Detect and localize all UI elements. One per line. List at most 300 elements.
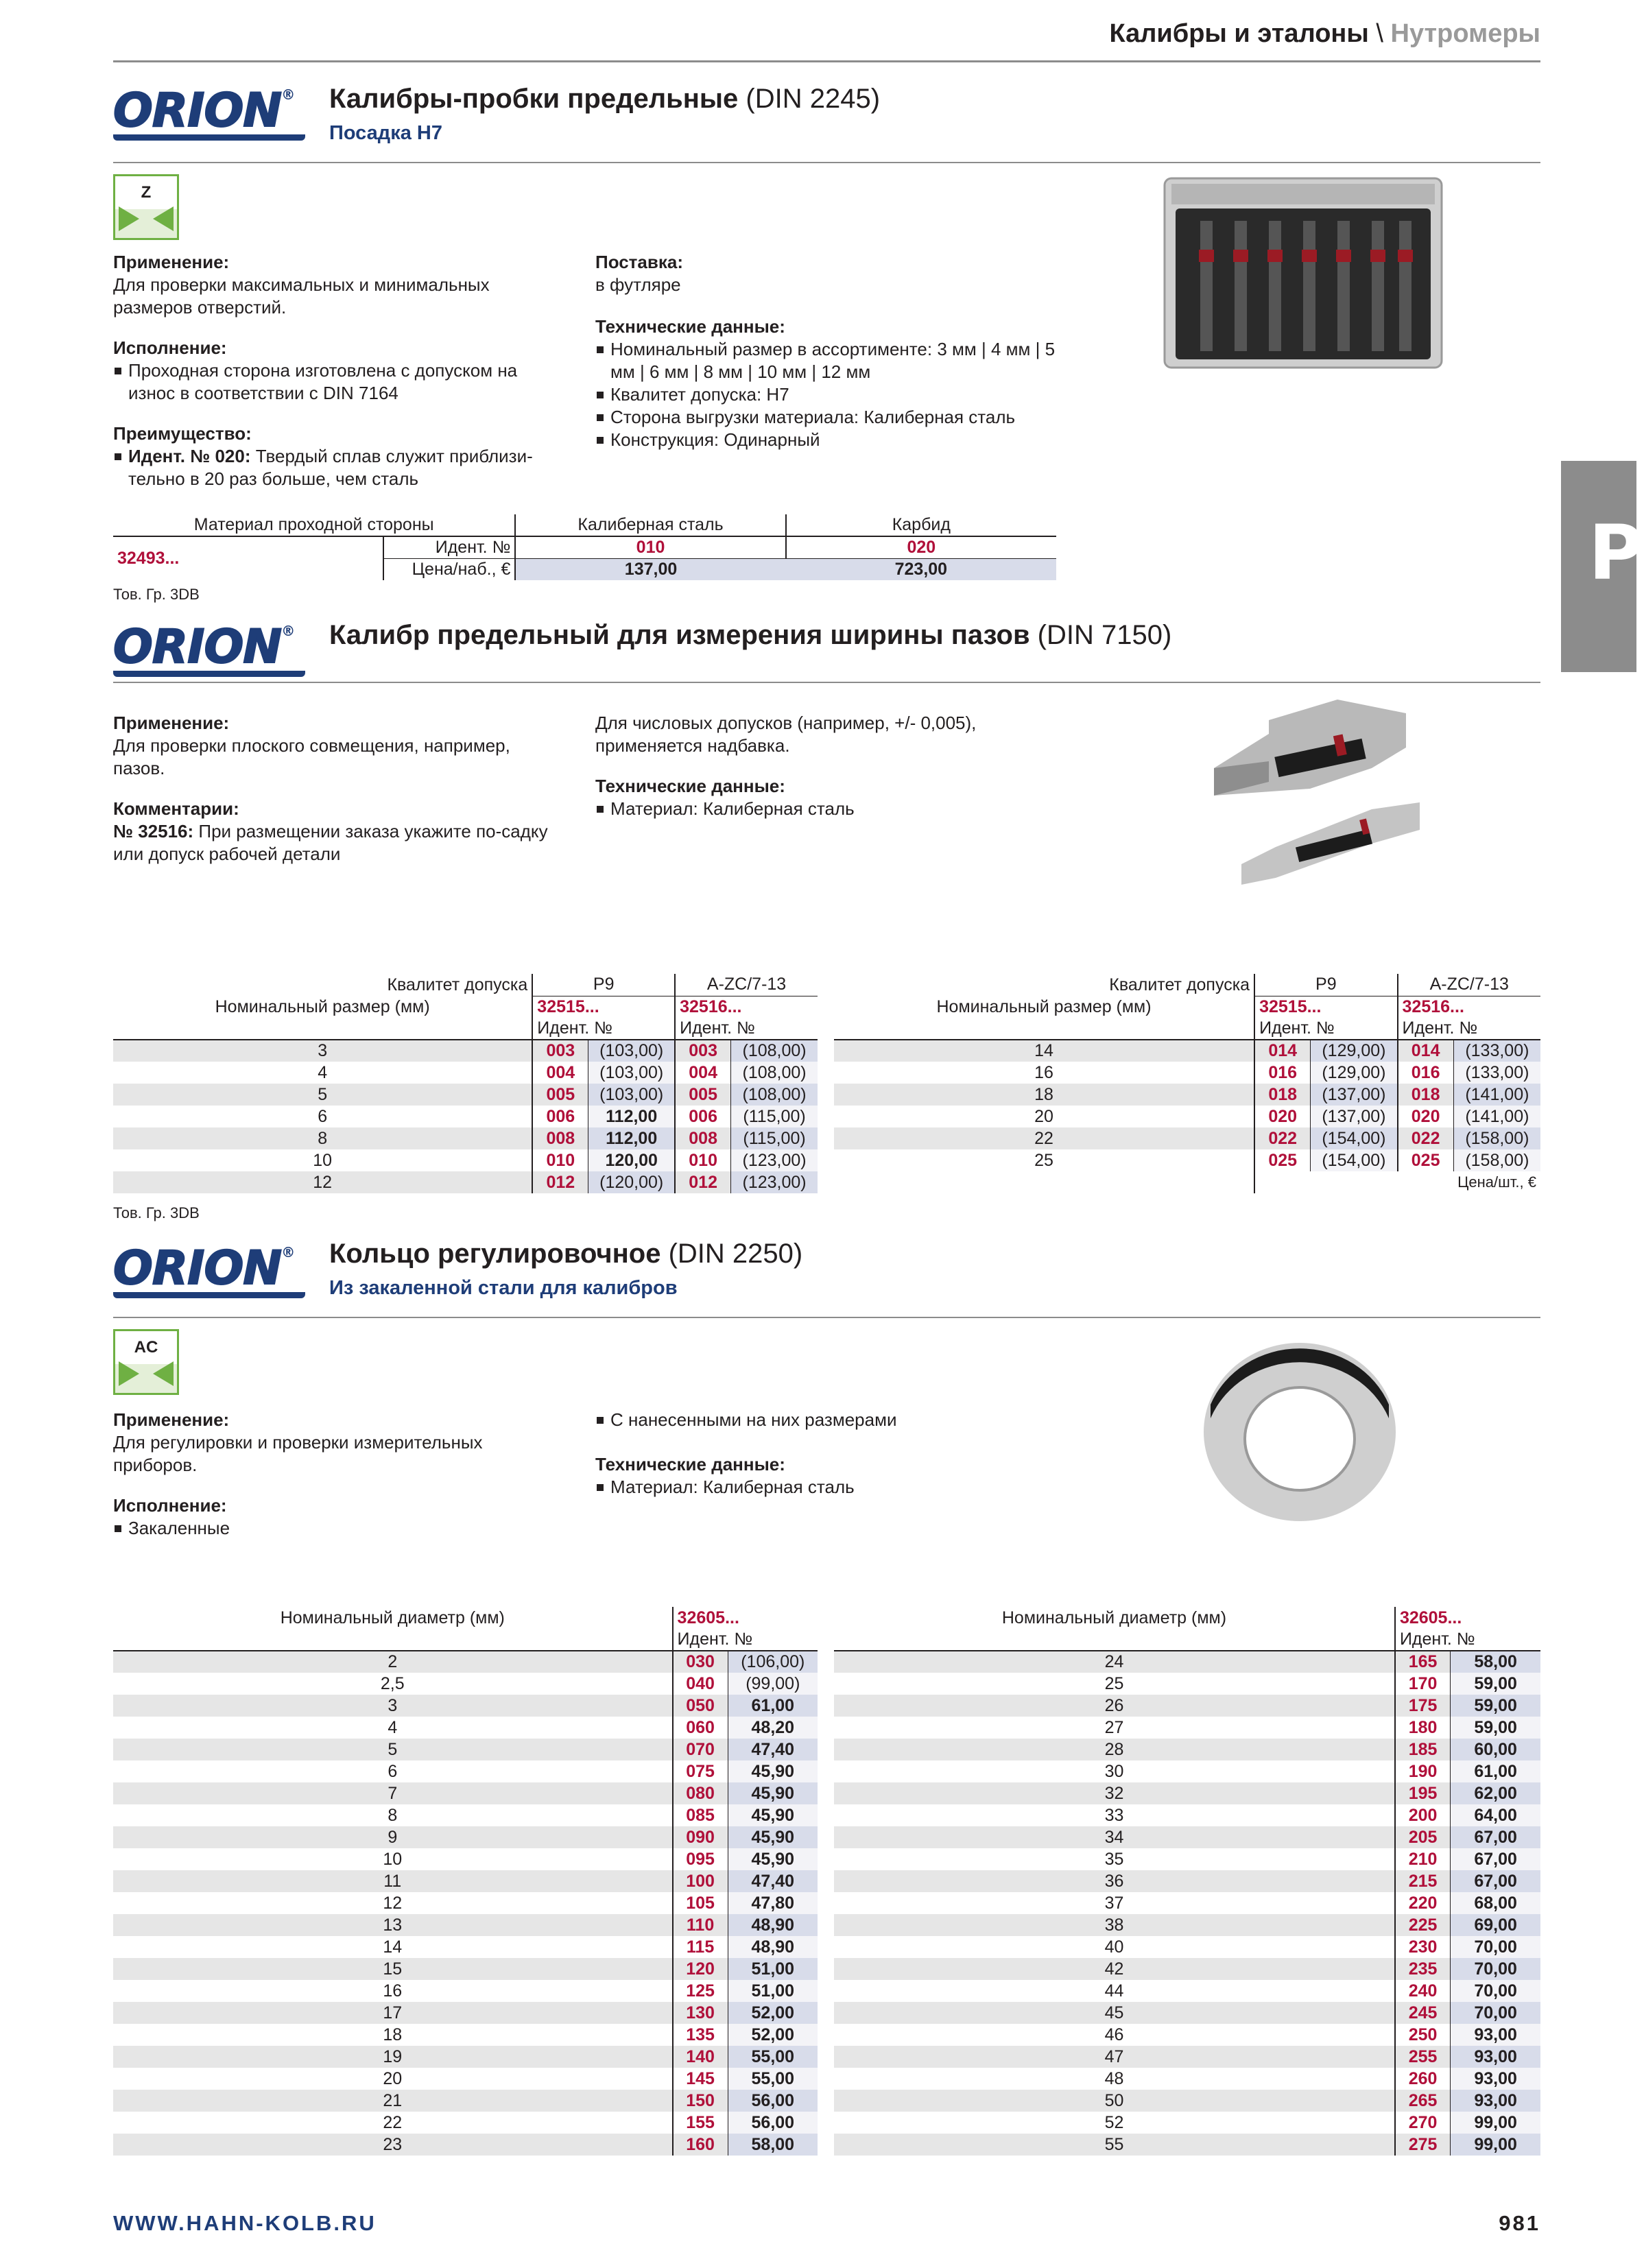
ident-p9: 014: [1254, 1040, 1311, 1062]
table-row: [113, 1127, 818, 1149]
price: 47,40: [728, 1739, 818, 1760]
nominal-diameter: 10: [113, 1848, 673, 1870]
price: 55,00: [728, 2046, 818, 2068]
ident-number: 080: [673, 1782, 728, 1804]
nominal-diameter: 11: [113, 1870, 673, 1892]
table-row: [834, 1149, 1540, 1171]
header-material: Материал проходной стороны: [113, 514, 515, 536]
ident-number: 240: [1395, 1980, 1451, 2002]
ident-number: 210: [1395, 1848, 1451, 1870]
price: 60,00: [1451, 1739, 1540, 1760]
table-row: [834, 1782, 1540, 1804]
orion-logo-3: ORION®: [113, 1245, 305, 1298]
table-row: [834, 2002, 1540, 2024]
nominal-diameter: 23: [113, 2134, 673, 2156]
price: 56,00: [728, 2090, 818, 2112]
ident-number: 170: [1395, 1673, 1451, 1695]
side-tab[interactable]: [1561, 461, 1644, 672]
ident-number: 225: [1395, 1914, 1451, 1936]
price: 52,00: [728, 2002, 818, 2024]
nominal-diameter: 7: [113, 1782, 673, 1804]
price: 59,00: [1451, 1717, 1540, 1739]
price-carbide: 723,00: [786, 558, 1056, 580]
ident-azc: 006: [675, 1106, 731, 1127]
table-row: [113, 1870, 818, 1892]
ident-p9: 010: [532, 1149, 588, 1171]
ident-p9: 006: [532, 1106, 588, 1127]
nominal-diameter: 35: [834, 1848, 1395, 1870]
table-row: [113, 1892, 818, 1914]
nominal-diameter: 27: [834, 1717, 1395, 1739]
table-row: [834, 1870, 1540, 1892]
section3-col1: Применение: Для регулировки и проверки измерительных приборов. Исполнение: Закаленные: [113, 1409, 566, 1540]
nominal-diameter: 26: [834, 1695, 1395, 1717]
nominal-diameter: 14: [113, 1936, 673, 1958]
nominal-size: 8: [113, 1127, 532, 1149]
table-row: [834, 1914, 1540, 1936]
price: 51,00: [728, 1980, 818, 2002]
table-row: [113, 1062, 818, 1084]
price: 59,00: [1451, 1695, 1540, 1717]
price-azc: (108,00): [731, 1062, 818, 1084]
section1-col1: Применение: Для проверки максимальных и минимальных размеров отверстий. Исполнение: Проходная сторона изготовлена с допуском на износ в соответствии с DIN 7164 Преимущество: Идент. № 020: Твердый сплав служит приблизи-тельно в 20 раз больше, чем сталь: [113, 251, 559, 490]
id-steel: 010: [515, 536, 785, 558]
setting-ring-image: [1197, 1329, 1403, 1528]
price: 64,00: [1451, 1804, 1540, 1826]
price: 93,00: [1451, 2068, 1540, 2090]
page-header: [1109, 19, 1540, 49]
nominal-diameter: 30: [834, 1760, 1395, 1782]
ident-p9: 016: [1254, 1062, 1311, 1084]
ident-azc: 022: [1398, 1127, 1454, 1149]
price-p9: (103,00): [588, 1062, 675, 1084]
section1-title: Калибры-пробки предельные (DIN 2245): [329, 84, 881, 114]
section3-table-right: Номинальный диаметр (мм) 32605... Идент. № 24 165 58,00 25 170 59,00 26 175 59,00 27 180 59,00 28 185 60,00 30 190 61,00 32 195 62,00 33 200 64,00 34 205 67,00 35 210 67,00 36 215 67,00 37 220 68,00 38 225 69,00 40 230 70,00 42 235 70,00 44 240 70,00 45 245 70,00 46 250 93,00 47 255 93,00 48 260 93,00 50 265 93,00 52 270 99,00 55 275 99,00: [834, 1607, 1540, 2156]
price: 93,00: [1451, 2024, 1540, 2046]
nominal-diameter: 40: [834, 1936, 1395, 1958]
article-code: 32493...: [113, 536, 383, 580]
ident-number: 110: [673, 1914, 728, 1936]
header-title: Калибры и эталоны: [1109, 19, 1369, 48]
header-steel: Калиберная сталь: [515, 514, 785, 536]
price: 69,00: [1451, 1914, 1540, 1936]
price: 70,00: [1451, 2002, 1540, 2024]
ident-number: 190: [1395, 1760, 1451, 1782]
price-azc: (123,00): [731, 1149, 818, 1171]
table-row: [113, 2090, 818, 2112]
ident-p9: 025: [1254, 1149, 1311, 1171]
nominal-diameter: 55: [834, 2134, 1395, 2156]
ident-number: 100: [673, 1870, 728, 1892]
nominal-diameter: 18: [113, 2024, 673, 2046]
table-row: [113, 1149, 818, 1171]
table-row: [834, 1695, 1540, 1717]
table-row: [834, 1936, 1540, 1958]
ident-p9: 008: [532, 1127, 588, 1149]
table-row: [834, 1040, 1540, 1062]
ident-azc: 025: [1398, 1149, 1454, 1171]
nominal-diameter: 25: [834, 1673, 1395, 1695]
price: 47,80: [728, 1892, 818, 1914]
table-row: [834, 1804, 1540, 1826]
price: 51,00: [728, 1958, 818, 1980]
table-row: [834, 1958, 1540, 1980]
section3-title: Кольцо регулировочное (DIN 2250): [329, 1239, 803, 1269]
nominal-diameter: 22: [113, 2112, 673, 2134]
price: 48,90: [728, 1914, 818, 1936]
price: 58,00: [728, 2134, 818, 2156]
price: 45,90: [728, 1804, 818, 1826]
nominal-size: 6: [113, 1106, 532, 1127]
ident-p9: 020: [1254, 1106, 1311, 1127]
nominal-size: 10: [113, 1149, 532, 1171]
ident-number: 185: [1395, 1739, 1451, 1760]
ident-number: 250: [1395, 2024, 1451, 2046]
nominal-diameter: 32: [834, 1782, 1395, 1804]
price: 58,00: [1451, 1651, 1540, 1673]
section2-table-left: Квалитет допуска P9 A-ZC/7-13 Номинальный размер (мм) 32515... 32516... Идент. № Идент. № 3 003 (103,00) 003 (108,00) 4 004 (103,00) 004 (108,00) 5 005 (103,00) 005 (108,00) 6 006 112,00 006 (115,00) 8 008 112,00 008 (115,00) 10 010 120,00 010 (123,00) 12 012 (120,00) 012 (123,00): [113, 974, 818, 1193]
ident-azc: 010: [675, 1149, 731, 1171]
table-row: [834, 1848, 1540, 1870]
section1-group: Тов. Гр. 3DB: [113, 586, 200, 603]
table-row: [834, 1651, 1540, 1673]
table-row: [834, 1739, 1540, 1760]
nominal-diameter: 24: [834, 1651, 1395, 1673]
table-row: [834, 2112, 1540, 2134]
section2-col2: Для числовых допусков (например, +/- 0,005), применяется надбавка. Технические данные: Материал: Калиберная сталь: [595, 712, 1048, 820]
nominal-diameter: 4: [113, 1717, 673, 1739]
table-row: [113, 1958, 818, 1980]
price-p9: (120,00): [588, 1171, 675, 1193]
tolerance-badge-z: Z: [113, 174, 179, 240]
ident-number: 260: [1395, 2068, 1451, 2090]
price: 99,00: [1451, 2112, 1540, 2134]
price: 56,00: [728, 2112, 818, 2134]
nominal-diameter: 46: [834, 2024, 1395, 2046]
price: 68,00: [1451, 1892, 1540, 1914]
price-azc: (115,00): [731, 1106, 818, 1127]
table-row: [113, 1040, 818, 1062]
table-row: [113, 1782, 818, 1804]
ident-p9: 012: [532, 1171, 588, 1193]
ident-azc: 020: [1398, 1106, 1454, 1127]
nominal-diameter: 6: [113, 1760, 673, 1782]
price-azc: (133,00): [1453, 1040, 1540, 1062]
table-row: [113, 2068, 818, 2090]
header-rule: [113, 60, 1540, 62]
header-carbide: Карбид: [786, 514, 1056, 536]
price: 70,00: [1451, 1958, 1540, 1980]
ident-number: 220: [1395, 1892, 1451, 1914]
id-label: Идент. №: [383, 536, 515, 558]
section3-col2: С нанесенными на них размерами Технические данные: Материал: Калиберная сталь: [595, 1409, 1048, 1499]
table-row: [834, 2134, 1540, 2156]
header-subtitle: Нутромеры: [1390, 19, 1540, 48]
table-row: [834, 1062, 1540, 1084]
price: 93,00: [1451, 2046, 1540, 2068]
ident-number: 070: [673, 1739, 728, 1760]
price: 61,00: [1451, 1760, 1540, 1782]
ident-number: 125: [673, 1980, 728, 2002]
price-p9: (103,00): [588, 1084, 675, 1106]
price-label: Цена/наб., €: [383, 558, 515, 580]
table-row: [834, 1892, 1540, 1914]
price: 47,40: [728, 1870, 818, 1892]
price-p9: (154,00): [1311, 1149, 1398, 1171]
table-row: [834, 1980, 1540, 2002]
nominal-diameter: 21: [113, 2090, 673, 2112]
price-azc: (158,00): [1453, 1127, 1540, 1149]
ident-azc: 003: [675, 1040, 731, 1062]
section2-table-right: Квалитет допуска P9 A-ZC/7-13 Номинальный размер (мм) 32515... 32516... Идент. № Идент. № 14 014 (129,00) 014 (133,00) 16 016 (129,00) 016 (133,00) 18 018 (137,00) 018 (141,00) 20 020 (137,00) 020 (141,00) 22 022 (154,00) 022 (158,00) 25 025 (154,00) 025 (158,00) Цена/шт., €: [834, 974, 1540, 1193]
plug-gauge-set-image: [1159, 174, 1447, 373]
nominal-diameter: 13: [113, 1914, 673, 1936]
ident-azc: 004: [675, 1062, 731, 1084]
table-row: [834, 1717, 1540, 1739]
price: (106,00): [728, 1651, 818, 1673]
ident-number: 030: [673, 1651, 728, 1673]
ident-number: 145: [673, 2068, 728, 2090]
table-row: [834, 2068, 1540, 2090]
ident-number: 155: [673, 2112, 728, 2134]
ident-azc: 018: [1398, 1084, 1454, 1106]
ident-azc: 014: [1398, 1040, 1454, 1062]
ident-azc: 012: [675, 1171, 731, 1193]
ident-number: 270: [1395, 2112, 1451, 2134]
ident-p9: 003: [532, 1040, 588, 1062]
section1-subtitle: Посадка H7: [329, 122, 442, 144]
table-row: [113, 1826, 818, 1848]
ident-p9: 018: [1254, 1084, 1311, 1106]
section3-table-left: Номинальный диаметр (мм) 32605... Идент. № 2 030 (106,00) 2,5 040 (99,00) 3 050 61,00 4 060 48,20 5 070 47,40 6 075 45,90 7 080 45,90 8 085 45,90 9 090 45,90 10 095 45,90 11 100 47,40 12 105 47,80 13 110 48,90 14 115 48,90 15 120 51,00 16 125 51,00 17 130 52,00 18 135 52,00 19 140 55,00 20 145 55,00 21 150 56,00 22 155 56,00 23 160 58,00: [113, 1607, 818, 2156]
ident-azc: 016: [1398, 1062, 1454, 1084]
ident-number: 195: [1395, 1782, 1451, 1804]
price-azc: (115,00): [731, 1127, 818, 1149]
nominal-diameter: 42: [834, 1958, 1395, 1980]
section3-subtitle: Из закаленной стали для калибров: [329, 1277, 678, 1299]
ident-number: 235: [1395, 1958, 1451, 1980]
table-row: [113, 2002, 818, 2024]
nominal-diameter: 38: [834, 1914, 1395, 1936]
ident-number: 205: [1395, 1826, 1451, 1848]
table-row: [113, 1695, 818, 1717]
orion-logo-2: ORION®: [113, 624, 305, 677]
ident-number: 095: [673, 1848, 728, 1870]
nominal-diameter: 16: [113, 1980, 673, 2002]
price: 45,90: [728, 1826, 818, 1848]
price-azc: (141,00): [1453, 1106, 1540, 1127]
table-row: [113, 1084, 818, 1106]
section3-rule: [113, 1317, 1540, 1318]
price: 52,00: [728, 2024, 818, 2046]
nominal-diameter: 44: [834, 1980, 1395, 2002]
price: (99,00): [728, 1673, 818, 1695]
table-row: [113, 2112, 818, 2134]
nominal-diameter: 15: [113, 1958, 673, 1980]
ident-number: 160: [673, 2134, 728, 2156]
ident-number: 105: [673, 1892, 728, 1914]
price: 67,00: [1451, 1870, 1540, 1892]
section1-col2: Поставка: в футляре Технические данные: Номинальный размер в ассортименте: 3 мм | 4 мм | 5 мм | 6 мм | 8 мм | 10 мм | 12 мм Квалитет допуска: H7 Сторона выгрузки материала: Калиберная сталь Конструкция: Одинарный: [595, 251, 1062, 451]
nominal-diameter: 33: [834, 1804, 1395, 1826]
table-row: [113, 1171, 818, 1193]
price-steel: 137,00: [515, 558, 785, 580]
table-row: [834, 2046, 1540, 2068]
nominal-diameter: 36: [834, 1870, 1395, 1892]
orion-logo-1: ORION®: [113, 88, 305, 141]
ident-number: 050: [673, 1695, 728, 1717]
nominal-diameter: 5: [113, 1739, 673, 1760]
table-row: [113, 1106, 818, 1127]
table-row: [113, 1980, 818, 2002]
ident-number: 175: [1395, 1695, 1451, 1717]
price: 67,00: [1451, 1848, 1540, 1870]
section2-title: Калибр предельный для измерения ширины пазов (DIN 7150): [329, 620, 1172, 650]
table-row: [113, 1848, 818, 1870]
ident-p9: 004: [532, 1062, 588, 1084]
table-row: [834, 1127, 1540, 1149]
price: 99,00: [1451, 2134, 1540, 2156]
price-azc: (108,00): [731, 1084, 818, 1106]
nominal-diameter: 50: [834, 2090, 1395, 2112]
nominal-size: 14: [834, 1040, 1254, 1062]
ident-number: 075: [673, 1760, 728, 1782]
nominal-diameter: 3: [113, 1695, 673, 1717]
price-p9: (129,00): [1311, 1040, 1398, 1062]
price: 70,00: [1451, 1936, 1540, 1958]
price-unit-note: Цена/шт., €: [1457, 1173, 1536, 1191]
price-p9: (129,00): [1311, 1062, 1398, 1084]
table-row: [113, 1936, 818, 1958]
price-azc: (158,00): [1453, 1149, 1540, 1171]
nominal-diameter: 47: [834, 2046, 1395, 2068]
table-row: [113, 1804, 818, 1826]
ident-p9: 022: [1254, 1127, 1311, 1149]
ident-azc: 008: [675, 1127, 731, 1149]
table-row: [113, 1760, 818, 1782]
price-p9: (154,00): [1311, 1127, 1398, 1149]
slot-gauge-image: [1200, 693, 1433, 905]
table-row: [834, 1760, 1540, 1782]
ident-number: 115: [673, 1936, 728, 1958]
header-separator: \: [1376, 19, 1383, 48]
ident-number: 040: [673, 1673, 728, 1695]
nominal-diameter: 48: [834, 2068, 1395, 2090]
price: 48,90: [728, 1936, 818, 1958]
table-row: [834, 1084, 1540, 1106]
tolerance-badge-ac: AC: [113, 1329, 179, 1395]
nominal-size: 3: [113, 1040, 532, 1062]
table-row: [113, 1717, 818, 1739]
nominal-diameter: 45: [834, 2002, 1395, 2024]
ident-number: 165: [1395, 1651, 1451, 1673]
price-azc: (141,00): [1453, 1084, 1540, 1106]
table-row: [113, 2134, 818, 2156]
nominal-diameter: 12: [113, 1892, 673, 1914]
section2-group: Тов. Гр. 3DB: [113, 1204, 200, 1221]
section1-table: [113, 514, 1056, 580]
ident-p9: 005: [532, 1084, 588, 1106]
table-row: [113, 1914, 818, 1936]
ident-number: 060: [673, 1717, 728, 1739]
price: 70,00: [1451, 1980, 1540, 2002]
ident-number: 255: [1395, 2046, 1451, 2068]
nominal-diameter: 34: [834, 1826, 1395, 1848]
nominal-size: 16: [834, 1062, 1254, 1084]
price-azc: (123,00): [731, 1171, 818, 1193]
table-row: [113, 1673, 818, 1695]
nominal-size: 12: [113, 1171, 532, 1193]
table-row: [113, 2046, 818, 2068]
nominal-diameter: 20: [113, 2068, 673, 2090]
nominal-size: 18: [834, 1084, 1254, 1106]
page-number: 981: [1499, 2211, 1540, 2235]
ident-number: 180: [1395, 1717, 1451, 1739]
nominal-diameter: 17: [113, 2002, 673, 2024]
nominal-diameter: 2,5: [113, 1673, 673, 1695]
price: 55,00: [728, 2068, 818, 2090]
nominal-diameter: 37: [834, 1892, 1395, 1914]
nominal-size: 4: [113, 1062, 532, 1084]
section1-rule: [113, 162, 1540, 163]
nominal-diameter: 19: [113, 2046, 673, 2068]
price-azc: (108,00): [731, 1040, 818, 1062]
ident-number: 135: [673, 2024, 728, 2046]
price-p9: (103,00): [588, 1040, 675, 1062]
ident-number: 275: [1395, 2134, 1451, 2156]
side-tab-glyph: P: [1588, 509, 1644, 597]
table-row: [113, 1651, 818, 1673]
ident-number: 120: [673, 1958, 728, 1980]
price: 45,90: [728, 1760, 818, 1782]
ident-number: 265: [1395, 2090, 1451, 2112]
table-row: [834, 1106, 1540, 1127]
table-row: [113, 1739, 818, 1760]
price: 67,00: [1451, 1826, 1540, 1848]
table-row: [834, 2090, 1540, 2112]
ident-number: 090: [673, 1826, 728, 1848]
section2-col1: Применение: Для проверки плоского совмещения, например, пазов. Комментарии: № 32516: При размещении заказа укажите по-садку или допуск рабочей детали: [113, 713, 548, 864]
id-carbide: 020: [786, 536, 1056, 558]
price: 45,90: [728, 1848, 818, 1870]
nominal-diameter: 52: [834, 2112, 1395, 2134]
ident-number: 200: [1395, 1804, 1451, 1826]
ident-number: 130: [673, 2002, 728, 2024]
nominal-size: 20: [834, 1106, 1254, 1127]
nominal-diameter: 8: [113, 1804, 673, 1826]
price-p9: (137,00): [1311, 1084, 1398, 1106]
footer-url[interactable]: WWW.HAHN-KOLB.RU: [113, 2211, 377, 2235]
nominal-size: 5: [113, 1084, 532, 1106]
ident-number: 150: [673, 2090, 728, 2112]
price: 61,00: [728, 1695, 818, 1717]
ident-number: 140: [673, 2046, 728, 2068]
ident-number: 215: [1395, 1870, 1451, 1892]
nominal-diameter: 28: [834, 1739, 1395, 1760]
ident-number: 230: [1395, 1936, 1451, 1958]
price: 48,20: [728, 1717, 818, 1739]
nominal-diameter: 9: [113, 1826, 673, 1848]
price-p9: 112,00: [588, 1127, 675, 1149]
table-row: [113, 2024, 818, 2046]
price: 62,00: [1451, 1782, 1540, 1804]
ident-number: 085: [673, 1804, 728, 1826]
table-row: [834, 2024, 1540, 2046]
price: 93,00: [1451, 2090, 1540, 2112]
price: 45,90: [728, 1782, 818, 1804]
price-p9: 120,00: [588, 1149, 675, 1171]
ident-azc: 005: [675, 1084, 731, 1106]
